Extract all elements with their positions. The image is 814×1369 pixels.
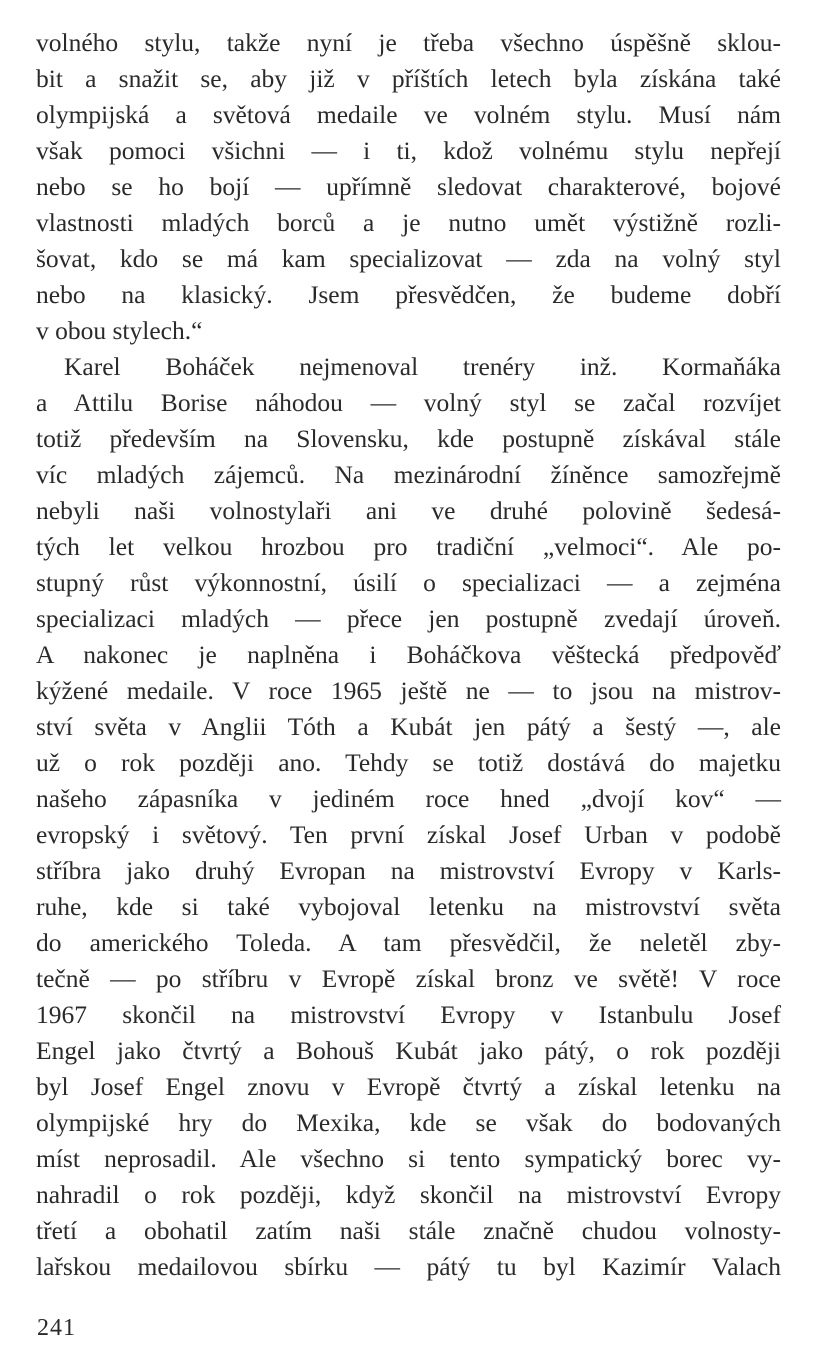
- text-line: nebo se ho bojí — upřímně sledovat charakterové, bojové: [36, 172, 781, 201]
- text-line: tečně — po stříbru v Evropě získal bronz ve světě! V roce: [36, 964, 781, 993]
- text-line: totiž především na Slovensku, kde postupně získával stále: [36, 424, 781, 453]
- text-line: Engel jako čtvrtý a Bohouš Kubát jako pátý, o rok později: [36, 1036, 781, 1065]
- text-line: a Attilu Borise náhodou — volný styl se začal rozvíjet: [36, 388, 781, 417]
- text-line: šovat, kdo se má kam specializovat — zda na volný styl: [36, 244, 781, 273]
- text-line: třetí a obohatil zatím naši stále značně chudou volnosty-: [36, 1216, 781, 1245]
- text-line: tých let velkou hrozbou pro tradiční „velmoci“. Ale po-: [36, 532, 781, 561]
- text-line: olympijská a světová medaile ve volném stylu. Musí nám: [36, 100, 781, 129]
- text-line: olympijské hry do Mexika, kde se však do bodovaných: [36, 1108, 781, 1137]
- text-line: však pomoci všichni — i ti, kdož volnému stylu nepřejí: [36, 136, 781, 165]
- text-line: našeho zápasníka v jediném roce hned „dvojí kov“ —: [36, 784, 781, 813]
- text-line: víc mladých zájemců. Na mezinárodní žíněnce samozřejmě: [36, 460, 781, 489]
- text-line: už o rok později ano. Tehdy se totiž dostává do majetku: [36, 748, 781, 777]
- text-line: specializaci mladých — přece jen postupně zvedají úroveň.: [36, 604, 781, 633]
- text-line: Karel Boháček nejmenoval trenéry inž. Kormaňáka: [64, 352, 781, 381]
- text-line: do amerického Toleda. A tam přesvědčil, že neletěl zby-: [36, 928, 781, 957]
- text-line: 1967 skončil na mistrovství Evropy v Istanbulu Josef: [36, 1000, 781, 1029]
- text-line: volného stylu, takže nyní je třeba všechno úspěšně sklou-: [36, 28, 781, 57]
- page-number: 241: [37, 1315, 76, 1341]
- text-line: vlastnosti mladých borců a je nutno umět výstižně rozli-: [36, 208, 781, 237]
- text-line: bit a snažit se, aby již v příštích letech byla získána také: [36, 64, 781, 93]
- text-line: stupný růst výkonnostní, úsilí o specializaci — a zejména: [36, 568, 781, 597]
- text-line: ruhe, kde si také vybojoval letenku na mistrovství světa: [36, 892, 781, 921]
- text-line: v obou stylech.“: [36, 316, 203, 345]
- text-line: lařskou medailovou sbírku — pátý tu byl Kazimír Valach: [36, 1252, 781, 1281]
- text-line: byl Josef Engel znovu v Evropě čtvrtý a získal letenku na: [36, 1072, 781, 1101]
- text-line: nebo na klasický. Jsem přesvědčen, že budeme dobří: [36, 280, 781, 309]
- text-line: kýžené medaile. V roce 1965 ještě ne — to jsou na mistrov-: [36, 676, 781, 705]
- text-line: A nakonec je naplněna i Boháčkova věštecká předpověď: [36, 640, 781, 669]
- text-line: míst neprosadil. Ale všechno si tento sympatický borec vy-: [36, 1144, 781, 1173]
- text-line: nebyli naši volnostylaři ani ve druhé polovině šedesá-: [36, 496, 781, 525]
- text-line: ství světa v Anglii Tóth a Kubát jen pátý a šestý —, ale: [36, 712, 781, 741]
- text-line: evropský i světový. Ten první získal Josef Urban v podobě: [36, 820, 781, 849]
- text-line: nahradil o rok později, když skončil na mistrovství Evropy: [36, 1180, 781, 1209]
- text-line: stříbra jako druhý Evropan na mistrovství Evropy v Karls-: [36, 856, 781, 885]
